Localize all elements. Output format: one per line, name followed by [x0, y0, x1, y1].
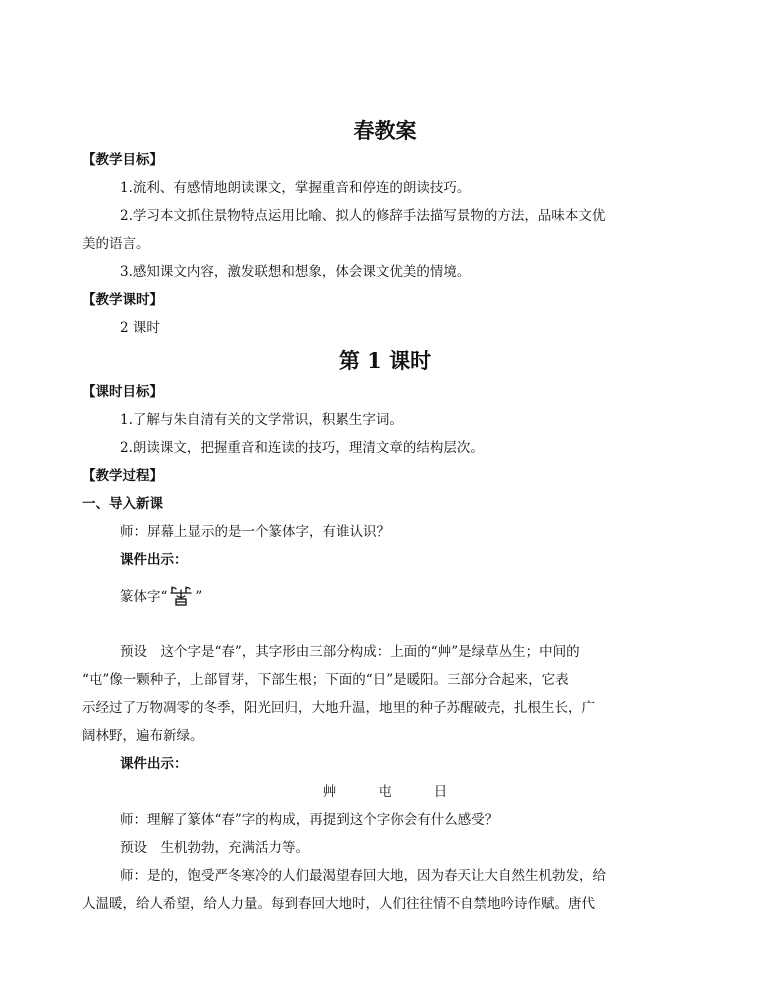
- objective-1: 1.流利、有感情地朗读课文，掌握重音和停连的朗读技巧。: [120, 180, 471, 196]
- hours-value: 2 课时: [120, 320, 160, 336]
- component-ri: 日: [433, 784, 448, 800]
- character-components: [0, 782, 770, 802]
- teacher-3-line-1: 师：是的，饱受严冬寒冷的人们最渴望春回大地，因为春天让大自然生机勃发，给: [120, 868, 606, 884]
- hours-heading: 【教学课时】: [82, 292, 163, 308]
- teacher-question-1: 师：屏幕上显示的是一个篆体字，有谁认识？: [120, 524, 390, 540]
- preset-2: 预设 生机勃勃，充满活力等。: [120, 840, 309, 856]
- objective-2-cont: 美的语言。: [82, 236, 150, 252]
- component-tun: 屯: [378, 784, 392, 800]
- lesson-goal-heading: 【课时目标】: [82, 384, 163, 400]
- objective-3: 3.感知课文内容，激发联想和想象，体会课文优美的情境。: [120, 264, 471, 280]
- objectives-heading: 【教学目标】: [82, 152, 163, 168]
- courseware-label-2: 课件出示：: [120, 756, 188, 772]
- objective-2: 2.学习本文抓住景物特点运用比喻、拟人的修辞手法描写景物的方法，品味本文优: [120, 208, 606, 224]
- preset-1-line-2: “屯”像一颗种子，上部冒芽，下部生根；下面的“日”是暖阳。三部分合起来，它表: [82, 672, 569, 688]
- document-title: 春教案: [353, 118, 417, 143]
- process-heading: 【教学过程】: [82, 468, 163, 484]
- seal-prefix: 篆体字“: [120, 589, 168, 605]
- preset-1-line-1: 预设 这个字是“春”，其字形由三部分构成：上面的“艸”是绿草丛生；中间的: [120, 644, 580, 660]
- seal-character-line: [120, 584, 770, 607]
- seal-script-chun-glyph: [168, 584, 194, 606]
- courseware-label-1: 课件出示：: [120, 552, 188, 568]
- teacher-question-2: 师：理解了篆体“春”字的构成，再提到这个字你会有什么感受？: [120, 812, 499, 828]
- part1-heading: 一、导入新课: [82, 496, 163, 512]
- lesson-goal-1: 1.了解与朱自清有关的文学常识，积累生字词。: [120, 412, 403, 428]
- lesson-goal-2: 2.朗读课文，把握重音和连读的技巧，理清文章的结构层次。: [120, 440, 484, 456]
- seal-suffix: ”: [195, 589, 203, 605]
- lesson-title: 第 1 课时: [338, 348, 432, 373]
- preset-1-line-3: 示经过了万物凋零的冬季，阳光回归，大地升温，地里的种子苏醒破壳，扎根生长，广: [82, 700, 595, 716]
- preset-1-line-4: 阔林野，遍布新绿。: [82, 728, 204, 744]
- teacher-3-line-2: 人温暖，给人希望，给人力量。每到春回大地时，人们往往情不自禁地吟诗作赋。唐代: [82, 896, 595, 912]
- component-cao: 艸: [322, 784, 337, 800]
